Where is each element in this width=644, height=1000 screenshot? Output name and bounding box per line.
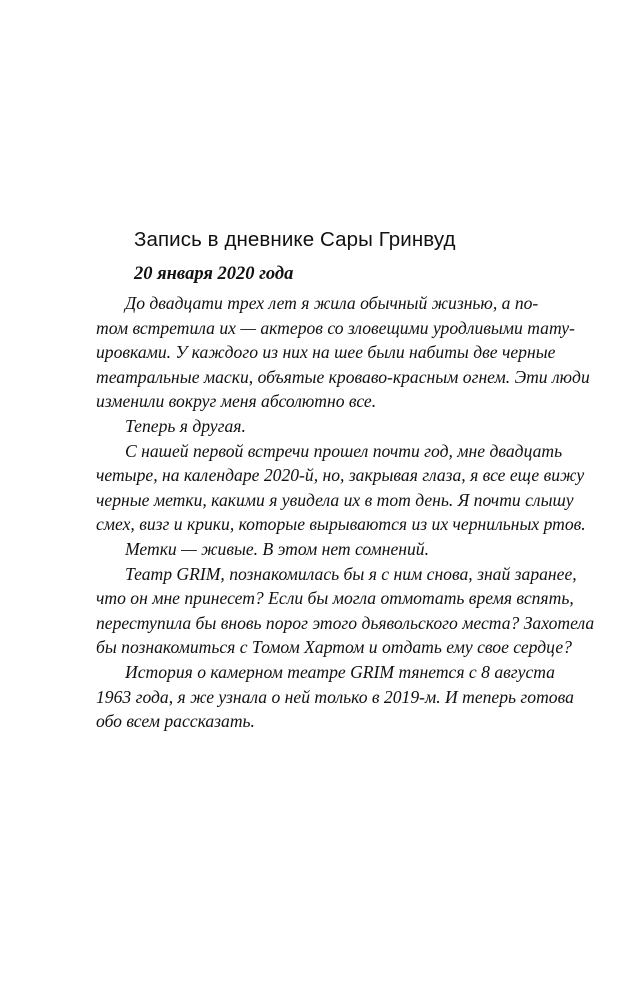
text-line: изменили вокруг меня абсолютно все.: [96, 391, 377, 412]
diary-entry-body: [96, 291, 595, 734]
text-line: обо всем рассказать.: [96, 711, 255, 732]
text-line: что он мне принесет? Если бы могла отмотать время вспять,: [96, 588, 574, 609]
text-line: театральные маски, объятые кроваво-красным огнем. Эти люди: [96, 366, 590, 387]
text-line: том встретила их — актеров со зловещими уродливыми тату-: [96, 317, 575, 338]
text-line: Театр GRIM, познакомилась бы я с ним снова, знай заранее,: [125, 563, 577, 584]
diary-entry-date: 20 января 2020 года: [134, 264, 294, 284]
text-line: 1963 года, я же узнала о ней только в 2019-м. И теперь готова: [96, 686, 574, 707]
text-line: ировками. У каждого из них на шее были набиты две черные: [96, 342, 556, 363]
text-line: переступила бы вновь порог этого дьявольского места? Захотела: [96, 612, 595, 633]
text-line: смех, визг и крики, которые вырываются из их чернильных ртов.: [96, 514, 586, 535]
text-line: Метки — живые. В этом нет сомнений.: [125, 538, 429, 559]
text-line: История о камерном театре GRIM тянется с 8 августа: [125, 661, 555, 682]
text-line: четыре, на календаре 2020-й, но, закрывая глаза, я все еще вижу: [96, 465, 585, 486]
text-line: черные метки, какими я увидела их в тот день. Я почти слышу: [96, 489, 574, 510]
text-line: С нашей первой встречи прошел почти год, мне двадцать: [125, 440, 563, 461]
text-line: Теперь я другая.: [125, 415, 246, 436]
text-line: бы познакомиться с Томом Хартом и отдать ему свое сердце?: [96, 637, 572, 658]
text-line: До двадцати трех лет я жила обычный жизнью, а по-: [125, 293, 539, 313]
diary-entry-title: Запись в дневнике Сары Гринвуд: [134, 228, 456, 251]
